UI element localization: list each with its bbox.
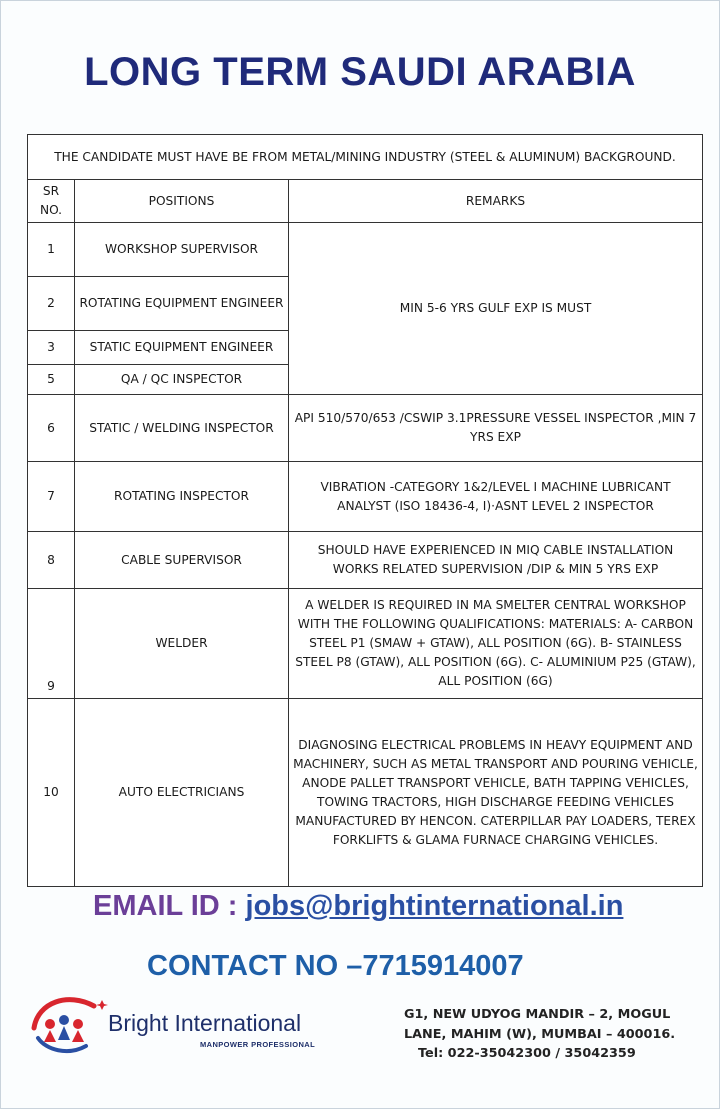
row-position: WORKSHOP SUPERVISOR <box>75 223 289 277</box>
row-position: QA / QC INSPECTOR <box>75 365 289 395</box>
row-sr: 8 <box>28 532 75 589</box>
row-sr: 10 <box>28 699 75 887</box>
row-position: WELDER <box>75 589 289 699</box>
row-position: CABLE SUPERVISOR <box>75 532 289 589</box>
address-line: G1, NEW UDYOG MANDIR – 2, MOGUL <box>404 1007 671 1022</box>
header-remarks: REMARKS <box>289 180 703 223</box>
address-line: LANE, MAHIM (W), MUMBAI – 400016. <box>404 1026 676 1042</box>
row-remarks: DIAGNOSING ELECTRICAL PROBLEMS IN HEAVY EQUIPMENT AND MACHINERY, SUCH AS METAL TRANSPORT AND POURING VEHICLE, ANODE PALLET TRANSPORT VEHICLE, BATH TAPPING VEHICLES, TOWING TRACTORS, HIGH DISCHARGE FEEDING VEHICLES MANUFACTURED BY HENCON. CATERPILLAR PAY LOADERS, TEREX FORKLIFTS & GLAMA FURNACE CHARGING VEHICLES. <box>289 699 703 887</box>
row-position: STATIC / WELDING INSPECTOR <box>75 395 289 462</box>
row-remarks: SHOULD HAVE EXPERIENCED IN MIQ CABLE INSTALLATION WORKS RELATED SUPERVISION /DIP & MIN 5 YRS EXP <box>289 532 703 589</box>
row-position: STATIC EQUIPMENT ENGINEER <box>75 331 289 365</box>
telephone: Tel: 022-35042300 / 35042359 <box>418 1046 636 1061</box>
office-address <box>404 1005 704 1064</box>
row-sr: 9 <box>28 589 75 699</box>
row-sr: 5 <box>28 365 75 395</box>
row-sr: 3 <box>28 331 75 365</box>
header-sr-no: SR NO. <box>28 180 75 223</box>
row-remarks: A WELDER IS REQUIRED IN MA SMELTER CENTRAL WORKSHOP WITH THE FOLLOWING QUALIFICATIONS: MATERIALS: A- CARBON STEEL P1 (SMAW + GTAW), ALL POSITION (6G). B- STAINLESS STEEL P8 (GTAW), ALL POSITION (6G). C- ALUMINIUM P25 (GTAW), ALL POSITION (6G) <box>289 589 703 699</box>
table-note-row <box>28 135 703 180</box>
row-sr: 1 <box>28 223 75 277</box>
industry-requirement: THE CANDIDATE MUST HAVE BE FROM METAL/MINING INDUSTRY (STEEL & ALUMINUM) BACKGROUND. <box>28 135 703 180</box>
table-row <box>28 699 703 887</box>
table-row <box>28 395 703 462</box>
row-remarks: API 510/570/653 /CSWIP 3.1PRESSURE VESSEL INSPECTOR ,MIN 7 YRS EXP <box>289 395 703 462</box>
row-remarks: VIBRATION -CATEGORY 1&2/LEVEL I MACHINE LUBRICANT ANALYST (ISO 18436-4, I)·ASNT LEVEL 2 INSPECTOR <box>289 462 703 532</box>
job-table <box>27 134 703 887</box>
table-row <box>28 462 703 532</box>
row-position: AUTO ELECTRICIANS <box>75 699 289 887</box>
table-row <box>28 532 703 589</box>
header-positions: POSITIONS <box>75 180 289 223</box>
table-header-row <box>28 180 703 223</box>
email-line <box>93 890 623 923</box>
row-sr: 7 <box>28 462 75 532</box>
row-position: ROTATING EQUIPMENT ENGINEER <box>75 277 289 331</box>
email-link[interactable]: jobs@brightinternational.in <box>245 890 624 922</box>
row-sr: 6 <box>28 395 75 462</box>
shared-remark: MIN 5-6 YRS GULF EXP IS MUST <box>289 223 703 395</box>
row-sr: 2 <box>28 277 75 331</box>
table-row <box>28 589 703 699</box>
company-tagline: MANPOWER PROFESSIONAL <box>200 1040 316 1049</box>
contact-number: CONTACT NO –7715914007 <box>147 950 524 982</box>
company-name: Bright International <box>108 1010 302 1036</box>
page-title: LONG TERM SAUDI ARABIA <box>84 50 636 94</box>
row-position: ROTATING INSPECTOR <box>75 462 289 532</box>
email-label: EMAIL ID : <box>93 890 246 922</box>
table-row <box>28 223 703 277</box>
